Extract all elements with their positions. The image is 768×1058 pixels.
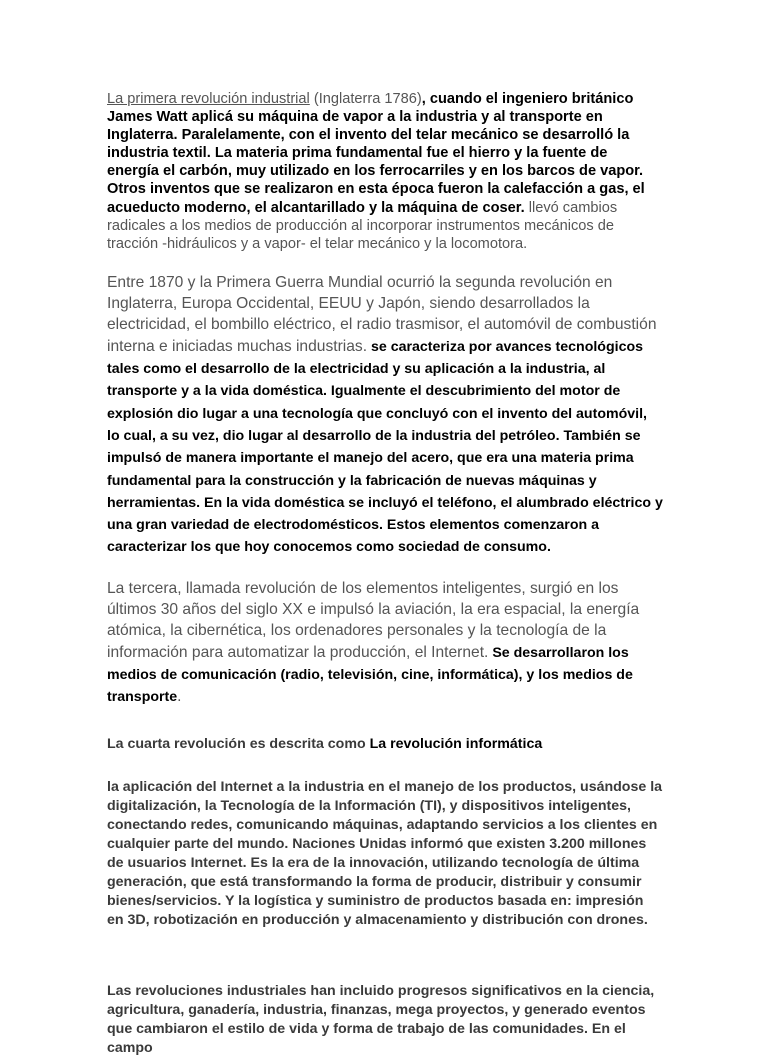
p3-regular-1: La tercera, llamada revolución de los elementos inteligentes, surgió en los últimos 30 años del siglo XX e impulsó la aviación, la era espacial, la energía atómica, la cibernética, los ordenadores personales y la tecnología de la información para automatizar la producción, el Internet. — [107, 579, 640, 661]
document-body — [107, 90, 663, 1058]
paragraph-third-revolution — [107, 578, 663, 709]
p4-bold-gray: La cuarta revolución es descrita como — [107, 736, 370, 753]
paragraph-second-revolution — [107, 272, 663, 559]
paragraph-fourth-revolution-heading — [107, 733, 663, 755]
paragraph-industrial-revolutions: Las revoluciones industriales han incluido progresos significativos en la ciencia, agricultura, ganadería, industria, finanzas, mega proyectos, y generado eventos que cambiaron el estilo de vida y forma de trabajo de las comunidades. En el campo — [107, 982, 655, 1056]
p1-bold-1: , cuando el ingeniero británico James Watt aplicá su máquina de vapor a la industria y al transporte en Inglaterra. Paralelamente, con el invento del telar mecánico se desarrolló la industria textil. La materia prima fundamental fue el hierro y la fuente de energía el carbón, muy utilizado en los ferrocarriles y en los barcos de vapor. Otros inventos que se realizaron en esta época fueron la calefacción a gas, el acueducto moderno, el alcantarillado y la máquina de coser. — [107, 91, 645, 216]
p2-regular-1: Entre 1870 y la Primera Guerra Mundial ocurrió la segunda revolución en Inglaterra, Europa Occidental, EEUU y Japón, siendo desarrollados la electricidad, el bombillo eléctrico, el radio trasmisor, el automóvil de combustión interna e iniciadas muchas industrias. — [107, 273, 657, 355]
p1-regular-1: (Inglaterra 1786) — [309, 91, 422, 107]
paragraph-fourth-revolution-body: la aplicación del Internet a la industria en el manejo de los productos, usándose la digitalización, la Tecnología de la Información (TI), y dispositivos inteligentes, conectando redes, comunicando máquinas, adaptando servicios a los clientes en cualquier parte del mundo. Naciones Unidas informó que existen 3.200 millones de usuarios Internet. Es la era de la innovación, utilizando tecnología de última generación, que está transformando la forma de producir, distribuir y consumir bienes/servicios. Y la logística y suministro de productos basada en: impresión en 3D, robotización en producción y almacenamiento y distribución con drones. — [107, 778, 663, 928]
p4-bold-black: La revolución informática — [369, 736, 543, 753]
first-revolution-link[interactable]: La primera revolución industrial — [107, 91, 310, 107]
p1-regular-2: llevó cambios radicales a los medios de producción al incorporar instrumentos mecánicos de tracción -hidráulicos y a vapor- el telar mecánico y la locomotora. — [107, 199, 618, 252]
p3-regular-2: . — [177, 688, 182, 706]
p2-bold-1: se caracteriza por avances tecnológicos tales como el desarrollo de la electricidad y su aplicación a la industria, al transporte y a la vida doméstica. Igualmente el descubrimiento del motor de explosión dio lugar a una tecnología que concluyó con el invento del automóvil, lo cual, a su vez, dio lugar al desarrollo de la industria del petróleo. También se impulsó de manera importante el manejo del acero, que era una materia prima fundamental para la construcción y la fabricación de nuevas máquinas y herramientas. En la vida doméstica se incluyó el teléfono, el alumbrado eléctrico y una gran variedad de electrodomésticos. Estos elementos comenzaron a caracterizar los que hoy conocemos como sociedad de consumo. — [107, 338, 663, 556]
paragraph-first-revolution — [107, 90, 663, 253]
p3-bold-1: Se desarrollaron los medios de comunicación (radio, televisión, cine, informática), y los medios de transporte — [107, 644, 633, 706]
